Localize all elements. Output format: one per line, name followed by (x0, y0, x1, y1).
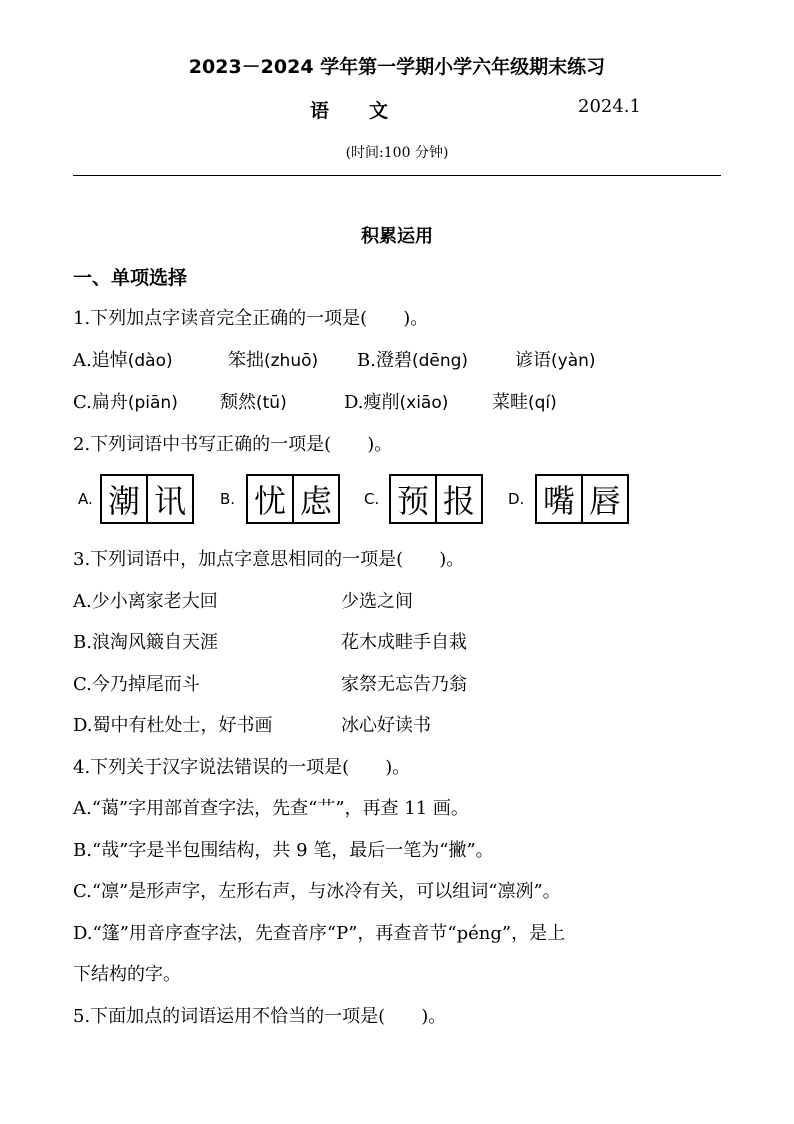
q1-d-label: D. (344, 392, 364, 413)
q2-a-char-1: 潮 (107, 482, 140, 520)
q3-stem: 3.下列词语中，加点字意思相同的一项是( )。 (73, 549, 465, 570)
q1-d1-pinyin: (xiāo) (399, 393, 449, 413)
q1-c1 (73, 388, 178, 414)
q2-d-char-1: 嘴 (542, 482, 575, 520)
header-divider (73, 175, 721, 176)
q1-a2-pinyin: (zhuō) (264, 351, 319, 371)
q1-b1-pinyin: (dēng) (411, 351, 469, 371)
exam-title: 2023－2024 学年第一学期小学六年级期末练习 (188, 56, 606, 78)
q3-b-label: B. (73, 632, 92, 653)
q3-a-right: 少选之间 (341, 591, 413, 612)
q3-c-right: 家祭无忘告乃翁 (341, 674, 467, 695)
q4-option-a: A.“蔼”字用部首查字法，先查“艹”，再查 11 画。 (73, 798, 469, 819)
time-limit: (时间:100 分钟) (345, 145, 449, 161)
q1-b2-pinyin: (yàn) (551, 351, 596, 371)
q2-b-box (246, 474, 340, 524)
q2-c-char-2: 报 (435, 476, 481, 522)
q2-a-char-2: 讯 (146, 476, 192, 522)
q4-option-c: C.“凛”是形声字，左形右声，与冰冷有关，可以组词“凛冽”。 (73, 881, 561, 902)
q1-b-label: B. (357, 350, 376, 371)
q1-d1-word: 瘦削 (363, 392, 400, 413)
q3-c-left-text: 今乃掉尾而斗 (91, 674, 200, 695)
q3-a-left-text: 少小离家老大回 (91, 591, 218, 612)
q4-stem: 4.下列关于汉字说法错误的一项是( )。 (73, 757, 411, 778)
q1-row-ab (73, 346, 173, 372)
q1-c2 (220, 388, 287, 414)
q3-d-left (73, 711, 273, 737)
q3-c-left (73, 670, 200, 696)
q2-c-box (389, 474, 483, 524)
q2-stem: 2.下列词语中书写正确的一项是( )。 (73, 434, 393, 455)
q2-c-label: C. (364, 490, 380, 508)
q2-a-label: A. (78, 490, 93, 508)
q1-a1-word: 追悼 (91, 350, 128, 371)
q1-d1 (344, 388, 448, 414)
q2-b-char-2: 虑 (292, 476, 338, 522)
q1-d2-word: 菜畦 (492, 392, 528, 413)
q1-b2 (515, 346, 596, 372)
q1-d2 (492, 388, 557, 414)
q1-stem: 1.下列加点字读音完全正确的一项是( )。 (73, 308, 429, 329)
q1-a2 (228, 346, 318, 372)
q2-b-label: B. (220, 490, 236, 508)
q1-c2-pinyin: (tū) (256, 393, 287, 413)
q3-d-right: 冰心好读书 (341, 715, 431, 736)
q1-b2-word: 谚语 (515, 350, 551, 371)
q3-b-left-text: 浪淘风簸自天涯 (91, 632, 218, 653)
exam-date: 2024.1 (578, 96, 641, 117)
q3-d-label: D. (73, 715, 93, 736)
q3-a-label: A. (73, 591, 92, 612)
q3-c-label: C. (73, 674, 92, 695)
section-title: 积累运用 (361, 226, 433, 247)
q4-option-d-line2: 下结构的字。 (73, 964, 181, 985)
q1-d2-pinyin: (qí) (528, 393, 557, 413)
q2-b-char-1: 忧 (253, 482, 286, 520)
q5-stem: 5.下面加点的词语运用不恰当的一项是( )。 (73, 1006, 447, 1027)
q2-c-char-1: 预 (396, 482, 429, 520)
q1-c1-pinyin: (piān) (127, 393, 178, 413)
q3-b-left (73, 628, 218, 654)
q1-c-label: C. (73, 392, 92, 413)
q1-b1 (357, 346, 468, 372)
q4-option-d-line1: D.“篷”用音序查字法，先查音序“P”，再查音节“péng”，是上 (73, 923, 566, 944)
q2-a-box (100, 474, 194, 524)
q3-a-left (73, 587, 218, 613)
q3-d-left-text: 蜀中有杜处士，好书画 (92, 715, 273, 736)
part-title: 一、单项选择 (73, 267, 188, 289)
q1-a2-word: 笨拙 (228, 350, 264, 371)
q1-a-label: A. (73, 350, 92, 371)
q1-a1-pinyin: (dào) (127, 351, 173, 371)
q2-d-label: D. (508, 490, 525, 508)
q3-b-right: 花木成畦手自栽 (341, 632, 467, 653)
q1-b1-word: 澄碧 (375, 350, 412, 371)
q2-d-box (535, 474, 629, 524)
subject-label: 语文 (310, 100, 429, 122)
q4-option-b: B.“哉”字是半包围结构，共 9 笔，最后一笔为“撇”。 (73, 840, 494, 861)
q2-d-char-2: 唇 (581, 476, 627, 522)
q1-c2-word: 颓然 (220, 392, 256, 413)
q1-c1-word: 扁舟 (91, 392, 128, 413)
